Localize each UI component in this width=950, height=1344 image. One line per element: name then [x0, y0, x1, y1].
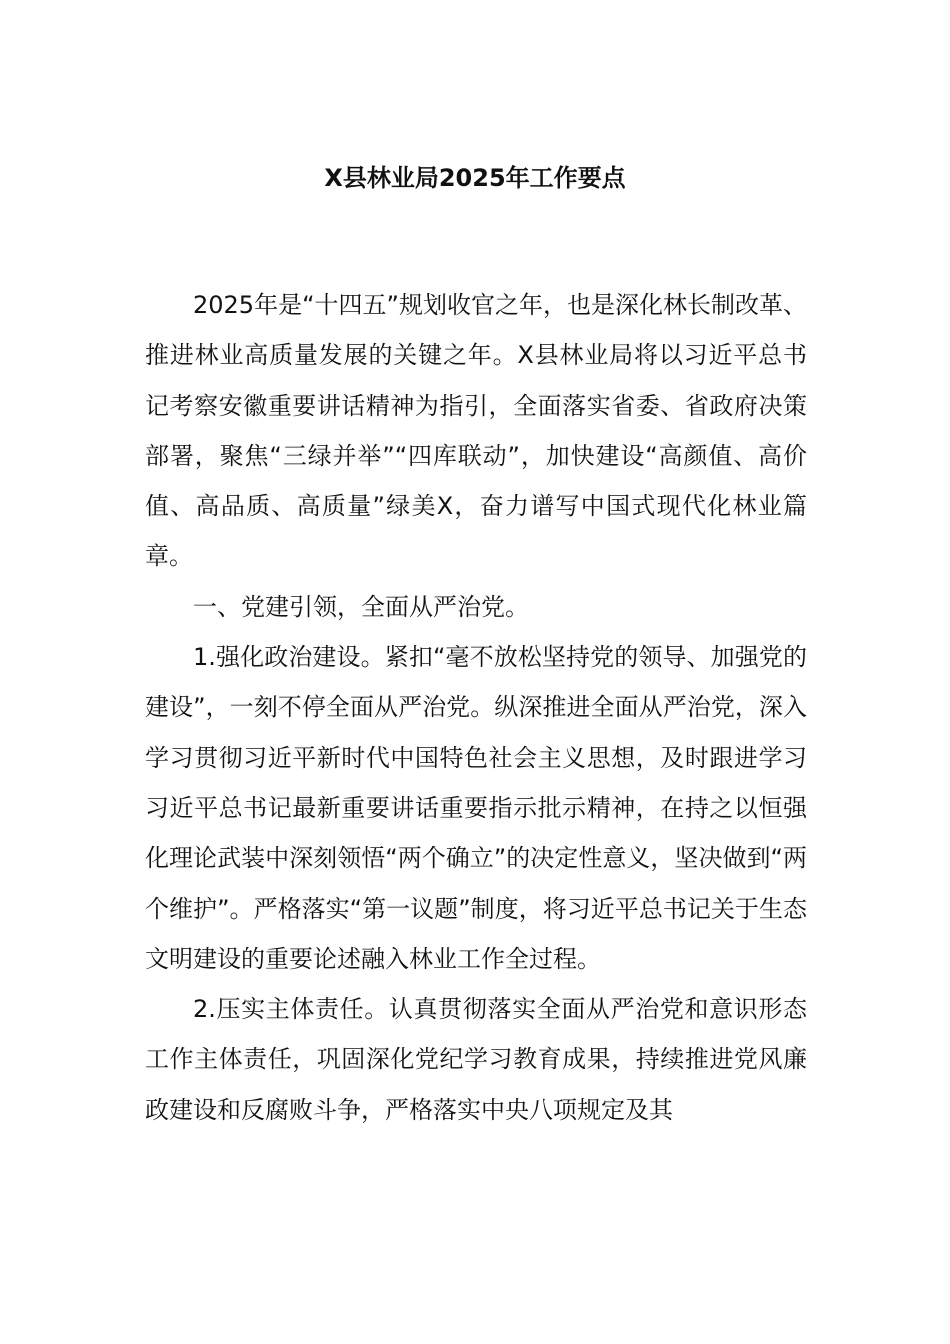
- intro-paragraph: 2025年是“十四五”规划收官之年，也是深化林长制改革、推进林业高质量发展的关键之年。X县林业局将以习近平总书记考察安徽重要讲话精神为指引，全面落实省委、省政府决策部署，聚焦“三绿并举”“四库联动”，加快建设“高颜值、高价值、高品质、高质量”绿美X，奋力谱写中国式现代化林业篇章。: [145, 291, 807, 571]
- item-paragraph: 1.强化政治建设。紧扣“毫不放松坚持党的领导、加强党的建设”，一刻不停全面从严治党。纵深推进全面从严治党，深入学习贯彻习近平新时代中国特色社会主义思想，及时跟进学习习近平总书记最新重要讲话重要指示批示精神，在持之以恒强化理论武装中深刻领悟“两个确立”的决定性意义，坚决做到“两个维护”。严格落实“第一议题”制度，将习近平总书记关于生态文明建设的重要论述融入林业工作全过程。: [145, 643, 807, 973]
- document-title: X县林业局2025年工作要点: [324, 164, 626, 192]
- item-paragraph: 2.压实主体责任。认真贯彻落实全面从严治党和意识形态工作主体责任，巩固深化党纪学习教育成果，持续推进党风廉政建设和反腐败斗争，严格落实中央八项规定及其: [145, 995, 807, 1124]
- section-heading: 一、党建引领，全面从严治党。: [193, 592, 529, 621]
- document-body: [145, 280, 807, 1135]
